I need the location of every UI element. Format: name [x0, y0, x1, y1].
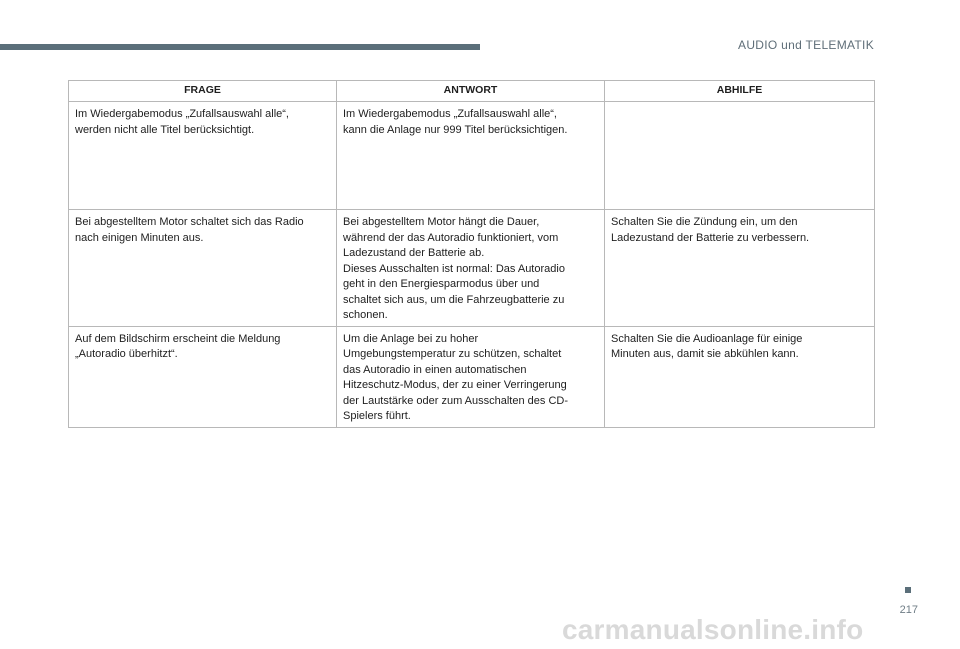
answer-cell: Im Wiedergabemodus „Zufallsauswahl alle“, kann die Anlage nur 999 Titel berücksichtigen.	[337, 102, 605, 210]
column-header-question: FRAGE	[69, 81, 337, 102]
question-cell: Auf dem Bildschirm erscheint die Meldung „Autoradio überhitzt“.	[69, 326, 337, 427]
section-title: AUDIO und TELEMATIK	[738, 38, 874, 52]
question-cell: Bei abgestelltem Motor schaltet sich das Radio nach einigen Minuten aus.	[69, 210, 337, 327]
remedy-cell: Schalten Sie die Zündung ein, um den Ladezustand der Batterie zu verbessern.	[605, 210, 875, 327]
remedy-cell: Schalten Sie die Audioanlage für einige Minuten aus, damit sie abkühlen kann.	[605, 326, 875, 427]
table-row	[69, 326, 875, 427]
column-header-remedy: ABHILFE	[605, 81, 875, 102]
table-row	[69, 102, 875, 210]
page-number: 217	[899, 604, 918, 616]
watermark-text: carmanualsonline.info	[562, 614, 864, 645]
answer-cell: Bei abgestelltem Motor hängt die Dauer, während der das Autoradio funktioniert, vom Ladezustand der Batterie ab. Dieses Ausschalten ist normal: Das Autoradio geht in den Energiesparmodus über und schaltet sich aus, um die Fahrzeugbatterie zu schonen.	[337, 210, 605, 327]
answer-cell: Um die Anlage bei zu hoher Umgebungstemperatur zu schützen, schaltet das Autoradio in einen automatischen Hitzeschutz-Modus, der zu einer Verringerung der Lautstärke oder zum Ausschalten des CD- Spielers führt.	[337, 326, 605, 427]
question-cell: Im Wiedergabemodus „Zufallsauswahl alle“, werden nicht alle Titel berücksichtigt.	[69, 102, 337, 210]
table-row	[69, 210, 875, 327]
table-header-row	[69, 81, 875, 102]
page-corner-mark	[905, 587, 911, 593]
header-accent-bar	[0, 44, 480, 50]
remedy-cell	[605, 102, 875, 210]
column-header-answer: ANTWORT	[337, 81, 605, 102]
troubleshooting-table	[68, 80, 875, 428]
